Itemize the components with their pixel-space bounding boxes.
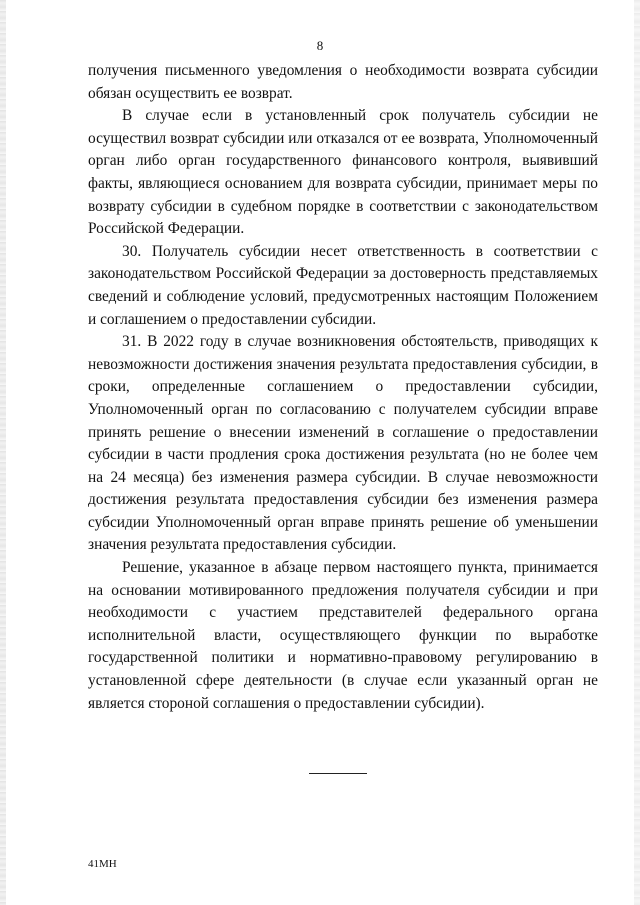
paragraph-decision: Решение, указанное в абзаце первом настоящего пункта, принимается на основании мотивированного предложения получателя субсидии и при необходимости с участием представителей федерального органа исполнительной власти, осуществляющего функции по выработке государственной политики и нормативно-правовому регулированию в установленной сфере деятельности (в случае если указанный орган не является стороной соглашения о предоставлении субсидии). [88,559,598,712]
paragraph-continuation: получения письменного уведомления о необходимости возврата субсидии обязан осуществить ее возврат. [88,62,598,102]
paragraph-item-31: 31. В 2022 году в случае возникновения обстоятельств, приводящих к невозможности достижения значения результата предоставления субсидии, в сроки, определенные соглашением о предоставлении субсидии, Уполномоченный орган по согласованию с получателем субсидии вправе принять решение о внесении изменений в соглашение о предоставлении субсидии в части продления срока достижения результата (но не более чем на 24 месяца) без изменения размера субсидии. В случае невозможности достижения результата предоставления субсидии без изменения размера субсидии Уполномоченный орган вправе принять решение об уменьшении значения результата предоставления субсидии. [88,333,598,554]
document-code: 41МН [88,858,117,870]
scan-edge-left [0,0,6,905]
end-separator-line [309,773,367,774]
document-body [88,60,598,715]
paragraph-refund-enforcement: В случае если в установленный срок получатель субсидии не осуществил возврат субсидии или отказался от ее возврата, Уполномоченный орган либо орган государственного финансового контроля, выявивший факты, являющиеся основанием для возврата субсидии, принимает меры по возврату субсидии в судебном порядке в соответствии с законодательством Российской Федерации. [88,107,598,238]
scan-edge-right [634,0,640,905]
page-number: 8 [316,38,324,53]
paragraph-item-30: 30. Получатель субсидии несет ответственность в соответствии с законодательством Российской Федерации за достоверность представляемых сведений и соблюдение условий, предусмотренных настоящим Положением и соглашением о предоставлении субсидии. [88,242,598,328]
